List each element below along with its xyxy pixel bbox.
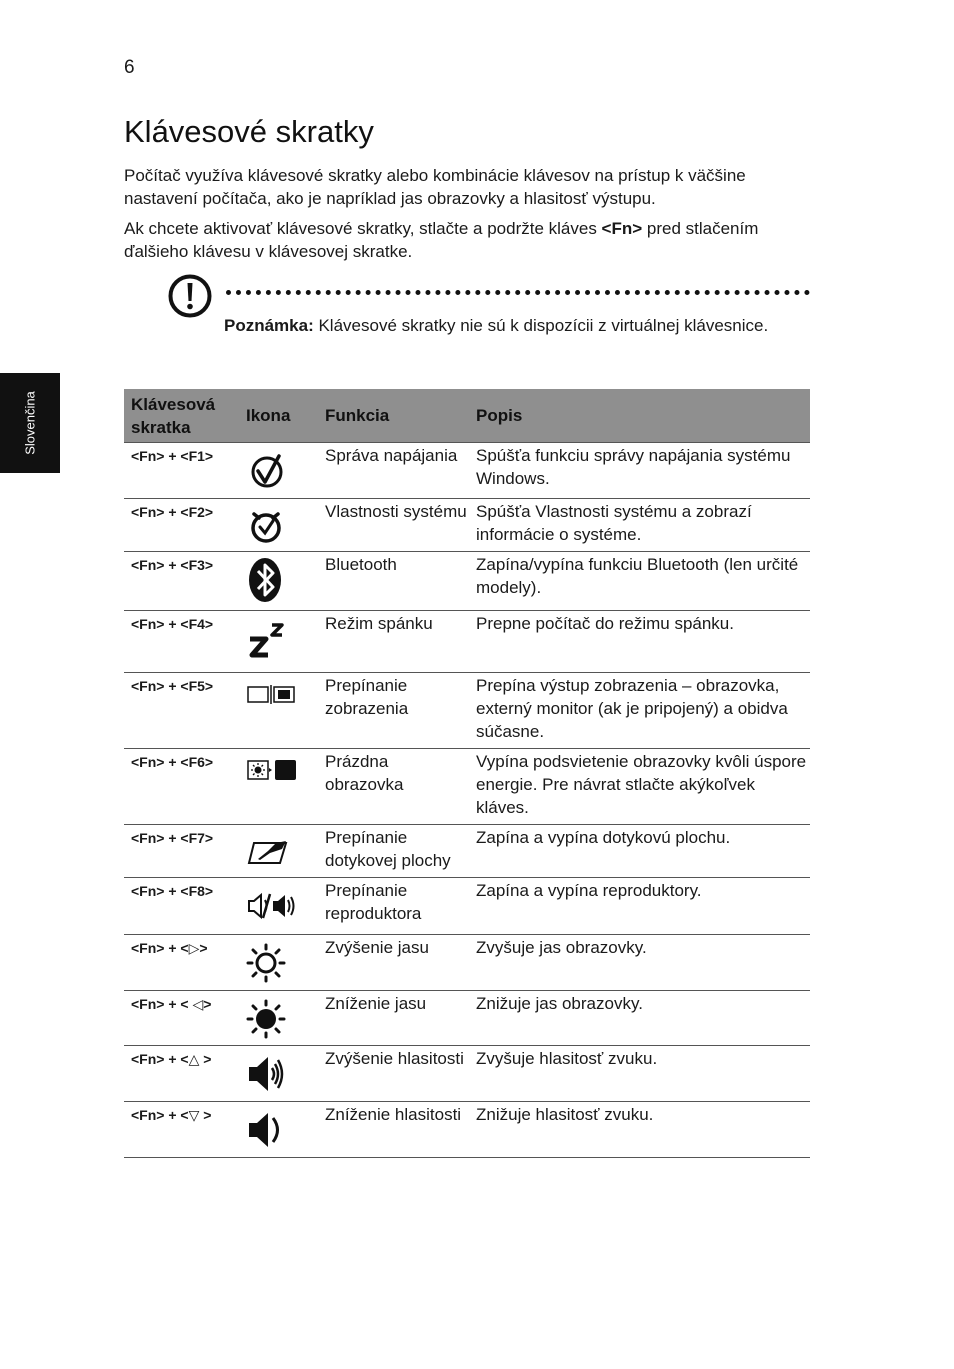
warning-note-icon (167, 273, 213, 319)
header-icon: Ikona (239, 389, 318, 443)
row-description: Vypína podsvietenie obrazovky kvôli úspore energie. Pre návrat stlačte akýkoľvek kláves. (469, 749, 810, 825)
row-description: Spúšťa Vlastnosti systému a zobrazí informácie o systéme. (469, 499, 810, 552)
row-description: Zapína a vypína reproduktory. (469, 878, 810, 935)
row-key: <Fn> + <F6> (124, 749, 239, 825)
row-description: Prepne počítač do režimu spánku. (469, 611, 810, 673)
sleep-icon (246, 619, 306, 659)
row-key: <Fn> + <F2> (124, 499, 239, 552)
page-number: 6 (124, 57, 135, 78)
brightness-down-icon (246, 999, 306, 1039)
row-description: Znižuje hlasitosť zvuku. (469, 1102, 810, 1158)
bluetooth-icon (246, 556, 306, 604)
row-key: <Fn> + <F8> (124, 878, 239, 935)
table-row (124, 1046, 810, 1102)
note-body: Klávesové skratky nie sú k dispozícii z virtuálnej klávesnice. (313, 316, 769, 335)
row-function: Prepínanie reproduktora (318, 878, 469, 935)
volume-up-icon (246, 1054, 306, 1094)
row-description: Zvyšuje jas obrazovky. (469, 935, 810, 991)
row-description: Zapína/vypína funkciu Bluetooth (len určité modely). (469, 552, 810, 611)
row-key: <Fn> + <F4> (124, 611, 239, 673)
row-function: Zníženie hlasitosti (318, 1102, 469, 1158)
speaker-toggle-icon (246, 886, 306, 926)
table-row (124, 825, 810, 878)
table-row (124, 935, 810, 991)
row-key: <Fn> + <▷> (124, 935, 239, 991)
note-dotted-divider (226, 290, 810, 295)
instruction-text-before: Ak chcete aktivovať klávesové skratky, stlačte a podržte kláves (124, 219, 602, 238)
intro-paragraph: Počítač využíva klávesové skratky alebo kombinácie klávesov na prístup k väčšine nastavení počítača, ako je napríklad jas obrazovky a hlasitosť výstupu. (124, 166, 746, 208)
touchpad-toggle-icon (246, 833, 306, 873)
table-row (124, 552, 810, 611)
row-function: Bluetooth (318, 552, 469, 611)
display-toggle-icon (246, 681, 306, 721)
row-description: Spúšťa funkciu správy napájania systému Windows. (469, 443, 810, 499)
row-key: <Fn> + < ◁> (124, 991, 239, 1046)
table-row (124, 443, 810, 499)
table-row (124, 1102, 810, 1158)
table-row (124, 878, 810, 935)
volume-down-icon (246, 1110, 306, 1150)
row-function: Prepínanie zobrazenia (318, 673, 469, 749)
table-header-row (124, 389, 810, 443)
row-description: Zvyšuje hlasitosť zvuku. (469, 1046, 810, 1102)
instruction-paragraph (124, 217, 814, 263)
header-key: Klávesová skratka (124, 389, 239, 443)
row-function: Zníženie jasu (318, 991, 469, 1046)
table-row (124, 991, 810, 1046)
row-key: <Fn> + <F7> (124, 825, 239, 878)
header-description: Popis (469, 389, 810, 443)
power-management-icon (246, 451, 306, 491)
row-description: Prepína výstup zobrazenia – obrazovka, externý monitor (ak je pripojený) a obidva súčasne. (469, 673, 810, 749)
row-function: Vlastnosti systému (318, 499, 469, 552)
note-label: Poznámka: (224, 316, 314, 335)
brightness-up-icon (246, 943, 306, 983)
row-function: Prepínanie dotykovej plochy (318, 825, 469, 878)
row-function: Správa napájania (318, 443, 469, 499)
table-row (124, 611, 810, 673)
page-title: Klávesové skratky (124, 114, 374, 149)
row-key: <Fn> + <F1> (124, 443, 239, 499)
row-function: Zvýšenie jasu (318, 935, 469, 991)
table-row (124, 673, 810, 749)
language-label: Slovenčina (22, 391, 38, 455)
row-key: <Fn> + <▽ > (124, 1102, 239, 1158)
system-properties-icon (246, 507, 306, 547)
screen-blank-icon (246, 757, 306, 797)
language-side-tab (0, 373, 60, 473)
row-key: <Fn> + <F3> (124, 552, 239, 611)
row-function: Prázdna obrazovka (318, 749, 469, 825)
row-description: Znižuje jas obrazovky. (469, 991, 810, 1046)
fn-key-label: <Fn> (601, 219, 643, 238)
table-row (124, 499, 810, 552)
row-key: <Fn> + <F5> (124, 673, 239, 749)
table-row (124, 749, 810, 825)
instruction-text-after: pred stlačením ďalšieho klávesu v klávesovej skratke. (124, 219, 759, 261)
header-function: Funkcia (318, 389, 469, 443)
row-function: Režim spánku (318, 611, 469, 673)
note-text (224, 314, 784, 337)
row-key: <Fn> + <△ > (124, 1046, 239, 1102)
hotkey-table (124, 389, 810, 1158)
row-function: Zvýšenie hlasitosti (318, 1046, 469, 1102)
row-description: Zapína a vypína dotykovú plochu. (469, 825, 810, 878)
